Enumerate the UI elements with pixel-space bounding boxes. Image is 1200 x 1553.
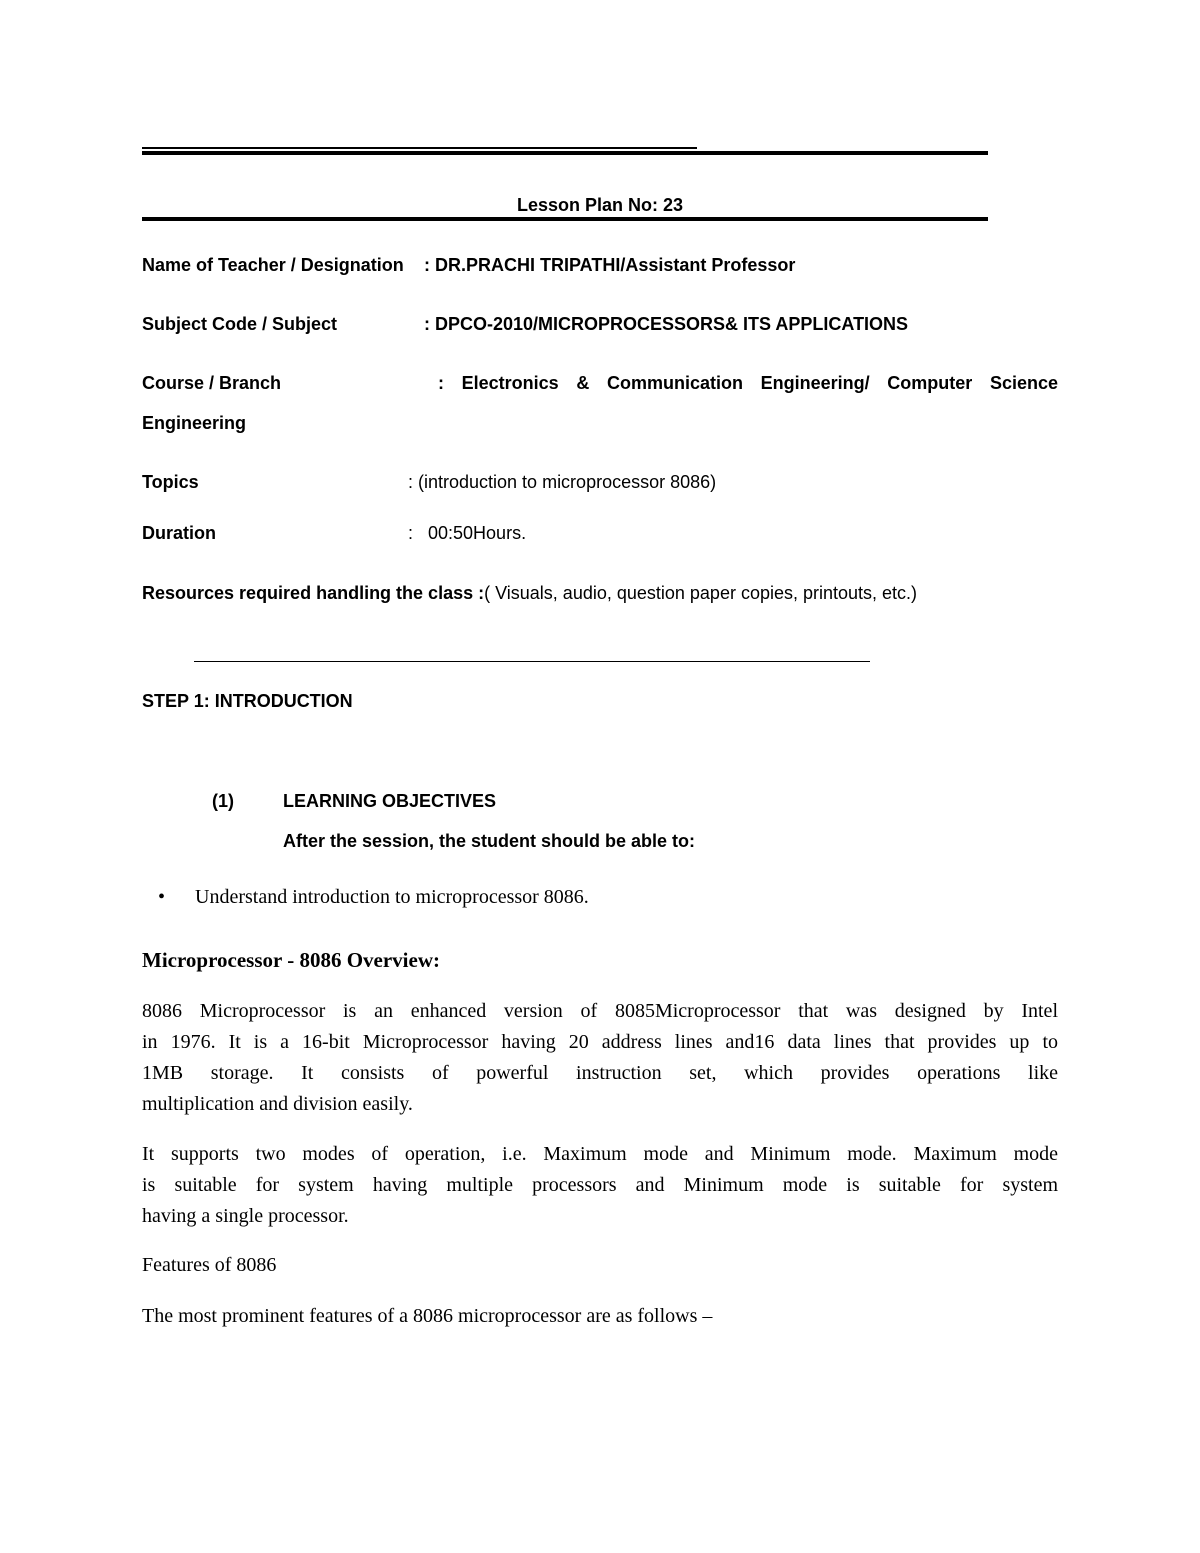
para1-line-3: 1MB storage. It consists of powerful instruction set, which provides operations like	[142, 1062, 1058, 1084]
course-label: Course / Branch	[142, 373, 282, 393]
lesson-plan-title: Lesson Plan No: 23	[517, 195, 684, 215]
overview-paragraph-2	[142, 1139, 1058, 1232]
objectives-title: LEARNING OBJECTIVES	[283, 791, 497, 811]
para1-line-4: multiplication and division easily.	[142, 1093, 413, 1115]
subject-label: Subject Code / Subject	[142, 314, 338, 334]
course-value: : Electronics & Communication Engineering/ Computer Science	[438, 373, 1058, 393]
para1-line-1: 8086 Microprocessor is an enhanced version of 8085Microprocessor that was designed by Intel	[142, 1000, 1058, 1022]
para2-line-1: It supports two modes of operation, i.e. Maximum mode and Minimum mode. Maximum mode	[142, 1143, 1058, 1165]
topics-value: : (introduction to microprocessor 8086)	[408, 472, 717, 492]
resources-value: ( Visuals, audio, question paper copies, printouts, etc.)	[484, 583, 918, 603]
resources-line	[142, 583, 917, 604]
resources-label: Resources required handling the class :	[142, 583, 485, 603]
objectives-number: (1)	[212, 791, 234, 811]
overview-paragraph-1	[142, 996, 1058, 1120]
teacher-label: Name of Teacher / Designation	[142, 255, 404, 275]
duration-label: Duration	[142, 523, 216, 543]
subject-value: : DPCO-2010/MICROPROCESSORS& ITS APPLICATIONS	[424, 314, 909, 334]
objectives-intro: After the session, the student should be able to:	[283, 831, 696, 851]
features-intro: The most prominent features of a 8086 microprocessor are as follows –	[142, 1305, 713, 1327]
course-value-continued: Engineering	[142, 413, 247, 433]
para2-line-2: is suitable for system having multiple processors and Minimum mode is suitable for system	[142, 1174, 1058, 1196]
top-rule-thin	[142, 147, 697, 149]
duration-value: : 00:50Hours.	[408, 523, 527, 543]
bullet-text: Understand introduction to microprocessor 8086.	[195, 886, 589, 908]
step1-heading: STEP 1: INTRODUCTION	[142, 691, 353, 711]
teacher-value: : DR.PRACHI TRIPATHI/Assistant Professor	[424, 255, 796, 275]
title-rule	[142, 217, 988, 221]
topics-label: Topics	[142, 472, 199, 492]
bullet-symbol: •	[158, 886, 166, 908]
overview-heading: Microprocessor - 8086 Overview:	[142, 948, 440, 972]
para2-line-3: having a single processor.	[142, 1205, 349, 1227]
para1-line-2: in 1976. It is a 16-bit Microprocessor having 20 address lines and16 data lines that provides up to	[142, 1031, 1058, 1053]
features-heading: Features of 8086	[142, 1254, 277, 1276]
section-divider	[194, 661, 870, 662]
top-rule-thick	[142, 151, 988, 155]
